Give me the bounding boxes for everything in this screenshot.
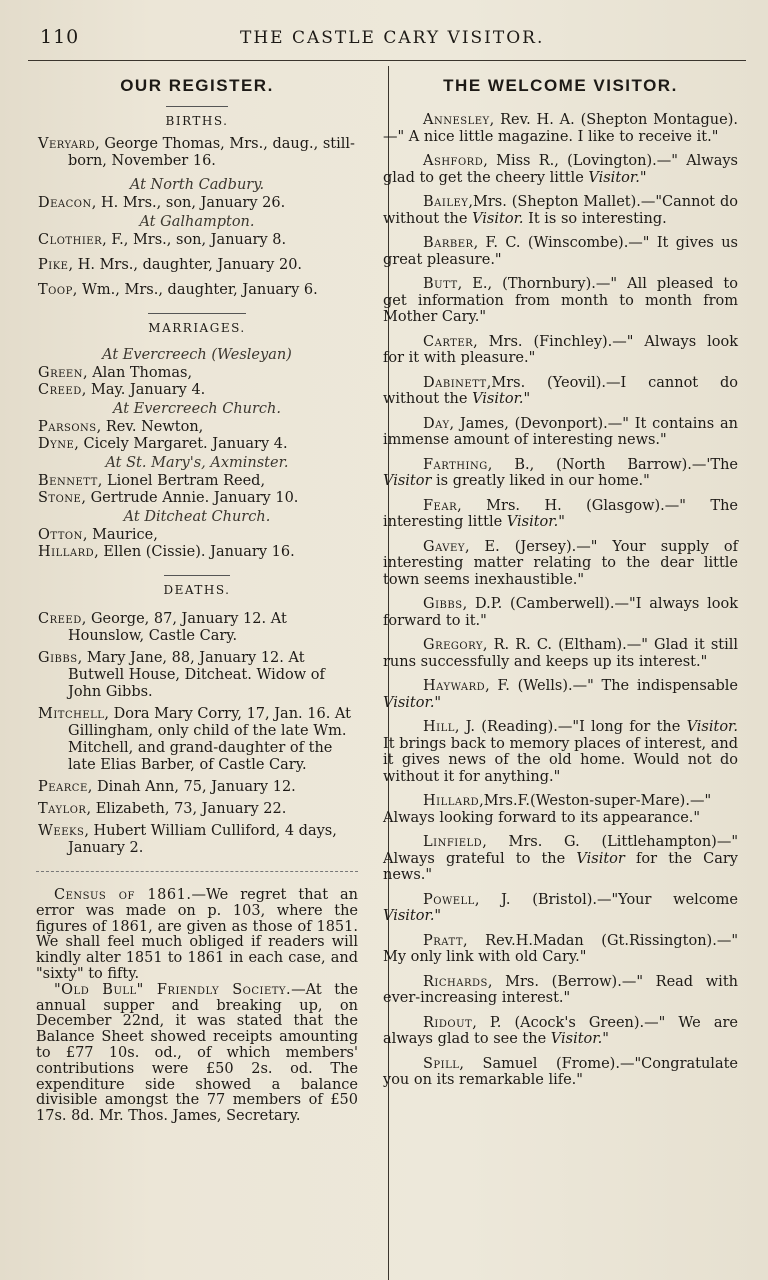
register-title: OUR REGISTER. <box>120 76 274 95</box>
letter-entry: Gavey, E. (Jersey).—" Your supply of interesting matter relating to the dear little town seems inexhaustible." <box>383 538 738 588</box>
welcome-visitor-title: THE WELCOME VISITOR. <box>443 76 678 95</box>
running-header <box>40 26 748 52</box>
register-column <box>36 68 358 1125</box>
marriage-entry: Hillard, Ellen (Cissie). January 16. <box>38 544 295 560</box>
death-entry: Taylor, Elizabeth, 73, January 22. <box>38 801 287 817</box>
death-entry: Pearce, Dinah Ann, 75, January 12. <box>38 779 296 795</box>
letter-entry: Pratt, Rev.H.Madan (Gt.Rissington).—" My only link with old Cary." <box>383 932 738 965</box>
marriage-entry: Creed, May. January 4. <box>38 382 206 398</box>
place-name: At St. Mary's, Axminster. <box>105 455 289 471</box>
section-separator <box>36 871 358 872</box>
marriage-entry: Otton, Maurice, <box>38 527 158 543</box>
letter-entry: Powell, J. (Bristol).—"Your welcome Visitor." <box>383 891 738 924</box>
letter-entry: Richards, Mrs. (Berrow).—" Read with ever-increasing interest." <box>383 973 738 1006</box>
marriage-entry: Green, Alan Thomas, <box>38 365 193 381</box>
marriage-entry: Parsons, Rev. Newton, <box>38 419 204 435</box>
letter-entry: Fear, Mrs. H. (Glasgow).—" The interesting little Visitor." <box>383 497 738 530</box>
letter-entry: Spill, Samuel (Frome).—"Congratulate you on its remarkable life." <box>383 1055 738 1088</box>
death-entry: Creed, George, 87, January 12. At Hounslow, Castle Cary. <box>38 611 287 644</box>
letter-entry: Bailey,Mrs. (Shepton Mallet).—"Cannot do without the Visitor. It is so interesting. <box>383 194 738 227</box>
birth-entry: Clothier, F., Mrs., son, January 8. <box>38 232 287 248</box>
place-name: At Ditcheat Church. <box>123 509 271 525</box>
letter-entry: Hayward, F. (Wells).—" The indispensable Visitor." <box>383 678 738 711</box>
letter-entry: Butt, E., (Thornbury).—" All pleased to get information from month to month from Mother Cary." <box>383 276 738 325</box>
death-entry: Gibbs, Mary Jane, 88, January 12. At Butwell House, Ditcheat. Widow of John Gibbs. <box>38 650 325 700</box>
magazine-title: THE CASTLE CARY VISITOR. <box>240 28 545 48</box>
letter-entry: Gibbs, D.P. (Camberwell).—"I always look forward to it." <box>383 596 738 629</box>
place-name: At Galhampton. <box>139 214 255 230</box>
letter-entry: Hill, J. (Reading).—"I long for the Visitor. It brings back to memory places of interest, and it gives news of the old home. Would not do without it for anything." <box>383 719 738 785</box>
birth-entry: Pike, H. Mrs., daughter, January 20. <box>38 257 303 273</box>
letter-entry: Day, James, (Devonport).—" It contains an immense amount of interesting news." <box>383 415 738 448</box>
letter-entry: Ashford, Miss R., (Lovington).—" Always glad to get the cheery little Visitor." <box>383 153 738 186</box>
page-number: 110 <box>40 26 80 48</box>
letter-entry: Barber, F. C. (Winscombe).—" It gives us great pleasure." <box>383 235 738 268</box>
header-rule <box>28 60 746 61</box>
letter-entry: Carter, Mrs. (Finchley).—" Always look for it with pleasure." <box>383 333 738 366</box>
letter-entry: Linfield, Mrs. G. (Littlehampton)—" Always grateful to the Visitor for the Cary news." <box>383 834 738 883</box>
letter-entry: Dabinett,Mrs. (Yeovil).—I cannot do without the Visitor." <box>383 374 738 407</box>
death-entry: Weeks, Hubert William Culliford, 4 days, January 2. <box>38 823 337 856</box>
old-bull-society-note: "Old Bull" Friendly Society.—At the annual supper and breaking up, on December 22nd, it was stated that the Balance Sheet showed receipts amounting to £77 10s. od., of which members' contributions were £50 2s. od. The expenditure side showed a balance divisible amongst the 77 members of £50 17s. 8d. Mr. Thos. James, Secretary. <box>36 981 358 1125</box>
welcome-visitor-column <box>383 68 738 1097</box>
marriage-entry: Dyne, Cicely Margaret. January 4. <box>38 436 288 452</box>
letter-entry: Annesley, Rev. H. A. (Shepton Montague).—" A nice little magazine. I like to receive it." <box>383 112 738 145</box>
place-name: At North Cadbury. <box>129 177 265 193</box>
birth-entry: Veryard, George Thomas, Mrs., daug., still-born, November 16. <box>38 136 355 169</box>
census-note: Census of 1861.—We regret that an error was made on p. 103, where the figures of 1861, are given as those of 1851. We shall feel much obliged if readers will kindly alter 1851 to 1861 in each case, and "sixty" to fifty. <box>36 887 359 982</box>
death-entry: Mitchell, Dora Mary Corry, 17, Jan. 16. At Gillingham, only child of the late Wm. Mitchell, and grand-daughter of the late Elias Barber, of Castle Cary. <box>38 706 351 773</box>
letter-entry: Hillard,Mrs.F.(Weston-super-Mare).—" Always looking forward to its appearance." <box>383 793 712 826</box>
marriage-entry: Stone, Gertrude Annie. January 10. <box>38 490 299 506</box>
place-name: At Evercreech Church. <box>113 401 281 417</box>
marriages-heading: MARRIAGES. <box>36 313 358 335</box>
deaths-heading: DEATHS. <box>36 575 358 597</box>
letter-entry: Gregory, R. R. C. (Eltham).—" Glad it still runs successfully and keeps up its interest." <box>383 637 738 670</box>
letter-entry: Ridout, P. (Acock's Green).—" We are always glad to see the Visitor." <box>383 1014 738 1047</box>
birth-entry: Toop, Wm., Mrs., daughter, January 6. <box>38 282 318 298</box>
birth-entry: Deacon, H. Mrs., son, January 26. <box>38 195 286 211</box>
marriage-entry: Bennett, Lionel Bertram Reed, <box>38 473 266 489</box>
place-name: At Evercreech (Wesleyan) <box>102 347 292 363</box>
births-heading: BIRTHS. <box>36 106 358 128</box>
letter-entry: Farthing, B., (North Barrow).—'The Visitor is greatly liked in our home." <box>383 456 738 489</box>
